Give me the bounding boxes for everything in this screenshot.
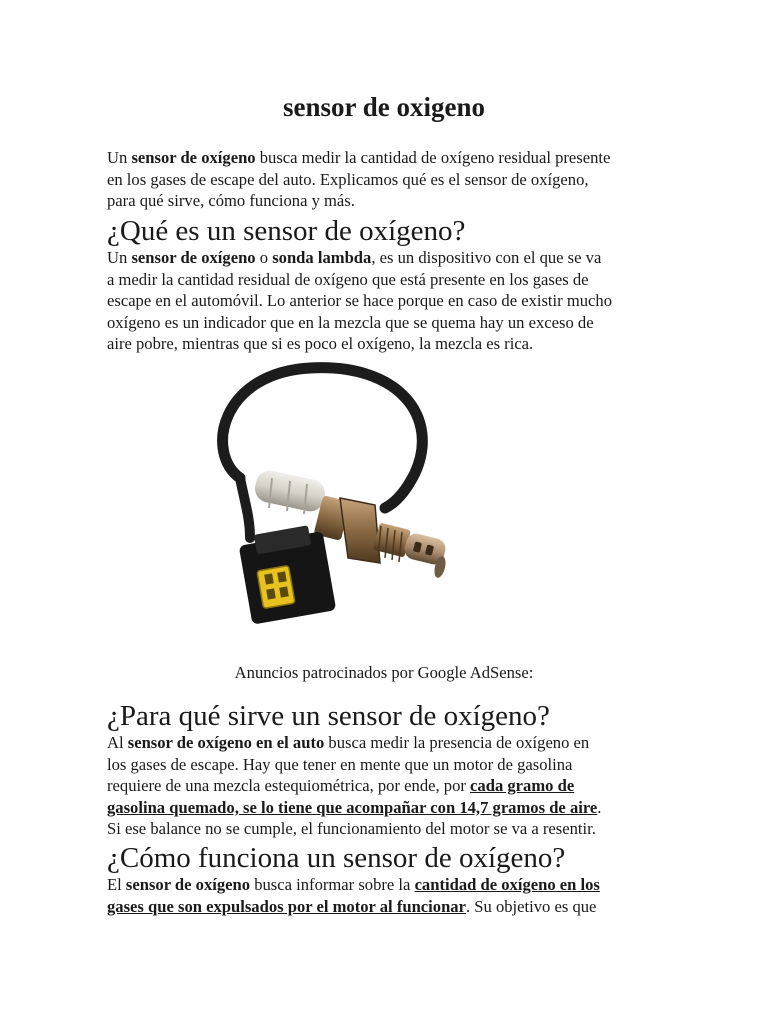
paragraph-line: a medir la cantidad residual de oxígeno que está presente en los gases de bbox=[107, 269, 589, 289]
paragraph-line: gasolina quemado, se lo tiene que acompañar con 14,7 gramos de aire. bbox=[107, 797, 602, 817]
ceramic-sleeve bbox=[252, 468, 327, 514]
paragraph-line: para qué sirve, cómo funciona y más. bbox=[107, 191, 355, 211]
inline-link[interactable]: cantidad de oxígeno en los bbox=[414, 875, 600, 894]
cable-to-connector bbox=[240, 478, 250, 538]
section1-paragraph bbox=[107, 247, 667, 355]
paragraph-line: oxígeno es un indicador que en la mezcla que se quema hay un exceso de bbox=[107, 312, 594, 332]
section-heading-que-es: ¿Qué es un sensor de oxígeno? bbox=[107, 215, 466, 247]
inline-link[interactable]: gases que son expulsados por el motor al funcionar bbox=[107, 896, 466, 916]
intro-paragraph bbox=[107, 147, 667, 212]
paragraph-line: Un sensor de oxígeno busca medir la cantidad de oxígeno residual presente bbox=[107, 148, 611, 167]
paragraph-line: aire pobre, mientras que si es poco el oxígeno, la mezcla es rica. bbox=[107, 334, 534, 354]
section2-paragraph bbox=[107, 732, 667, 840]
section3-paragraph bbox=[107, 874, 667, 917]
inline-link[interactable]: gasolina quemado, se lo tiene que acompañar con 14,7 gramos de aire bbox=[107, 797, 598, 817]
paragraph-line: escape en el automóvil. Lo anterior se hace porque en caso de existir mucho bbox=[107, 291, 612, 311]
paragraph-line: Un sensor de oxígeno o sonda lambda, es un dispositivo con el que se va bbox=[107, 248, 602, 267]
paragraph-line: Si ese balance no se cumple, el funcionamiento del motor se va a resentir. bbox=[107, 819, 596, 839]
inline-link[interactable]: cada gramo de bbox=[470, 776, 575, 796]
paragraph-line: gases que son expulsados por el motor al funcionar. Su objetivo es que bbox=[107, 896, 597, 916]
paragraph-line: los gases de escape. Hay que tener en mente que un motor de gasolina bbox=[107, 754, 573, 774]
oxygen-sensor-icon bbox=[200, 358, 460, 638]
paragraph-line: en los gases de escape del auto. Explicamos qué es el sensor de oxígeno, bbox=[107, 169, 589, 189]
paragraph-line: Al sensor de oxígeno en el auto busca medir la presencia de oxígeno en bbox=[107, 733, 590, 752]
paragraph-line: El sensor de oxígeno busca informar sobre la cantidad de oxígeno en los bbox=[107, 875, 600, 894]
probe-tip bbox=[402, 532, 447, 579]
page-title: sensor de oxigeno bbox=[282, 92, 485, 122]
ad-caption: Anuncios patrocinados por Google AdSense: bbox=[234, 663, 534, 682]
section-heading-como-funciona: ¿Cómo funciona un sensor de oxígeno? bbox=[107, 842, 566, 874]
section-heading-para-que: ¿Para qué sirve un sensor de oxígeno? bbox=[107, 700, 550, 732]
paragraph-line: requiere de una mezcla estequiométrica, por ende, por cada gramo de bbox=[107, 776, 575, 796]
